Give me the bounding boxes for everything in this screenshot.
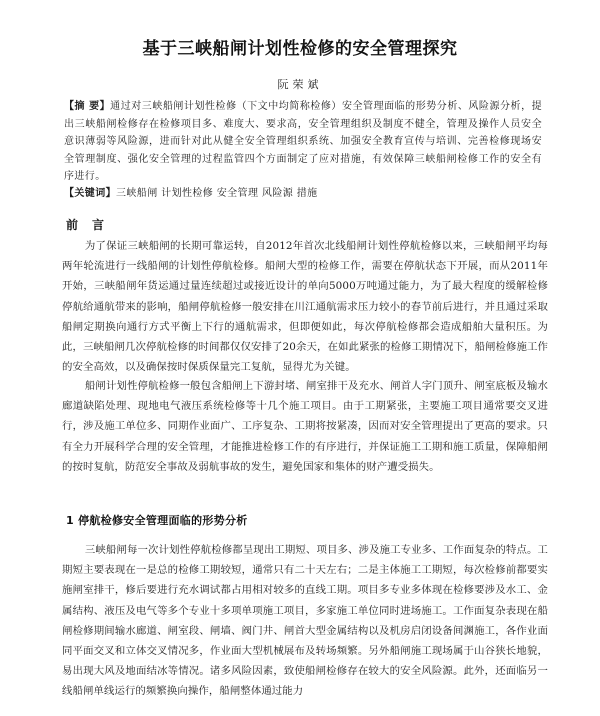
paper-title: 基于三峡船闸计划性检修的安全管理探究 [142,39,458,59]
keywords-text: 三峡船闸 计划性检修 安全管理 风险源 措施 [116,188,318,199]
section-title-situation-analysis: 1 停航检修安全管理面临的形势分析 [66,514,248,527]
abstract-label: 【摘 要】 [64,101,111,112]
section-title-preface: 前言 [66,218,119,232]
body-paragraph-1: 为了保证三峡船闸的长期可靠运转，自2012年首次北线船闸计划性停航检修以来，三峡船闸平均每两年轮流进行一线船闸的计划性停航检修。船闸大型的检修工作，需要在停航状态下开展，而从2011年开始，三峡船闸年货运通过量连续超过或接近设计的单向5000万吨通过能力，为了最大程度的缓解检修停航给通航带来的影响，船闸停航检修一般安排在川江通航需求压力较小的春节前后进行，并且通过采取船闸定期换向通行方式平衡上下行的通航需求，但即便如此，每次停航检修都会造成船舶大量积压。为此，三峡船闸几次停航检修的时间都仅仅安排了20余天，在如此紧张的检修工期情况下，船闸检修施工作的安全高效，以及确保按时保质保量完工复航，显得尤为关键。 [62,240,548,374]
body-paragraph-2: 船闸计划性停航检修一般包含船闸上下游封堵、闸室排干及充水、闸首人字门顶升、闸室底板及输水廊道缺陷处理、现地电气液压系统检修等十几个施工项目。由于工期紧张，主要施工项目通常要交叉进行，涉及施工单位多、同期作业面广、工序复杂、工期将按紧凑，因而对安全管理提出了更高的要求。只有全力开展科学合理的安全管理，才能推进检修工作的有序进行，并保证施工工期和施工质量，保障船闸的按时复航，防范安全事故及弱航事故的发生，避免国家和集体的财产遭受损失。 [62,380,548,473]
keywords-label: 【关键词】 [64,188,116,199]
body-paragraph-3: 三峡船闸每一次计划性停航检修都呈现出工期短、项目多、涉及施工专业多、工作面复杂的特点。工期短主要表现在一是总的检修工期较短，通常只有二十天左右；二是主体施工工期短，每次检修前都要实施闸室排干，修后要进行充水调试都占用相对较多的直线工期。项目多专业多体现在检修要涉及水工、金属结构、液压及电气等多个专业十多项单项施工项目，多家施工单位同时进场施工。工作面复杂表现在船闸检修期间输水廊道、闸室段、闸墙、阀门井、闸首大型金属结构以及机房启闭设备间渊施工，各作业面同平面交叉和立体交叉情况多，作业面大型机械展布及转场频繁。另外船闸施工现场属于山谷狭长地貌，易出现大风及地面结冰等情况。诸多风险因素，致使船闸检修存在较大的安全风险源。此外，还面临另一线船闸单线运行的频繁换向操作，船闸整体通过能力 [62,544,548,698]
keywords [64,186,542,202]
abstract [64,98,542,186]
abstract-text: 通过对三峡船闸计划性检修（下文中均简称检修）安全管理面临的形势分析、风险源分析，提出三峡船闸检修存在检修项目多、难度大、要求高，安全管理组织及制度不健全，管理及操作人员安全意识薄弱等风险源，进而针对此从健全安全管理组织系统、加强安全教育宣传与培训、完善检修现场安全管理制度、强化安全管理的过程监管四个方面制定了应对措施，有效保障三峡船闸检修工作的安全有序进行。 [64,101,543,183]
paper-author: 阮荣斌 [277,78,323,91]
